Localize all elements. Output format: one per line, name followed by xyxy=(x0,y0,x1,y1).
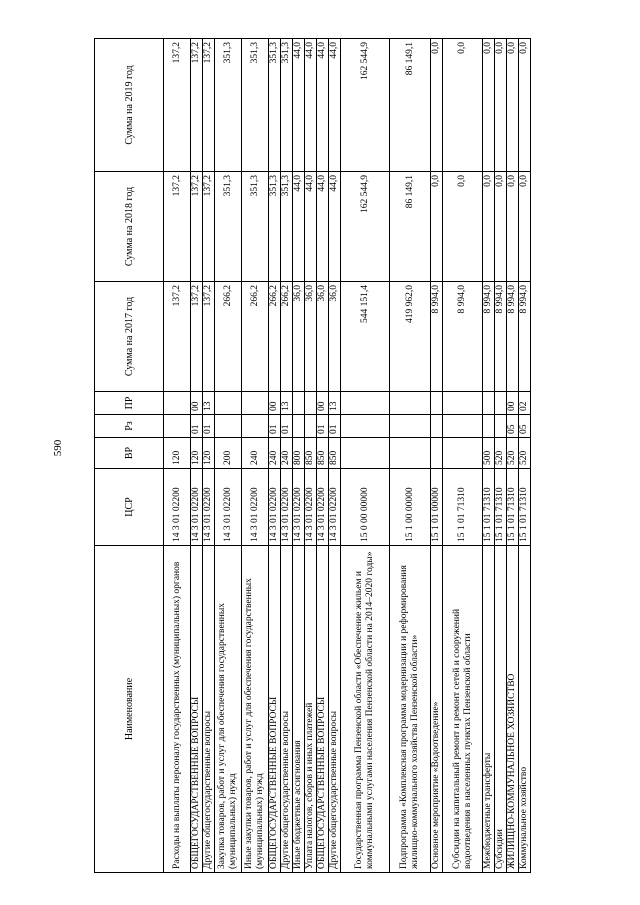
cell-sum-2019: 137,2 xyxy=(203,39,215,172)
cell-rz: 01 xyxy=(281,415,293,438)
cell-rz xyxy=(431,415,443,438)
cell-vr: 120 xyxy=(191,438,203,469)
cell-sum-2019: 137,2 xyxy=(164,39,191,172)
cell-sum-2019: 0,0 xyxy=(443,39,483,172)
cell-vr: 500 xyxy=(483,438,495,469)
cell-vr: 240 xyxy=(281,438,293,469)
cell-csr: 15 0 00 00000 xyxy=(341,469,390,546)
cell-csr: 15 1 01 71310 xyxy=(519,469,531,546)
column-header-2019: Сумма на 2019 год xyxy=(95,39,164,172)
cell-sum-2017: 137,2 xyxy=(164,282,191,392)
cell-rz: 01 xyxy=(329,415,341,438)
cell-sum-2019: 44,0 xyxy=(293,39,305,172)
cell-rz xyxy=(390,415,431,438)
page-number: 590 xyxy=(52,439,64,457)
cell-pr: 00 xyxy=(507,392,519,415)
cell-csr: 14 3 01 02200 xyxy=(269,469,281,546)
column-header-name: Наименование xyxy=(95,546,164,873)
cell-csr: 14 3 01 02200 xyxy=(305,469,317,546)
cell-pr xyxy=(293,392,305,415)
cell-csr: 14 3 01 02200 xyxy=(203,469,215,546)
cell-sum-2017: 8 994,0 xyxy=(495,282,507,392)
cell-sum-2019: 351,3 xyxy=(269,39,281,172)
cell-pr: 13 xyxy=(203,392,215,415)
table-row xyxy=(519,39,531,873)
table-row xyxy=(242,39,269,873)
cell-csr: 15 1 01 00000 xyxy=(431,469,443,546)
cell-name: ЖИЛИЩНО-КОММУНАЛЬНОЕ ХОЗЯЙСТВО xyxy=(507,546,519,873)
cell-sum-2017: 266,2 xyxy=(242,282,269,392)
cell-sum-2019: 162 544,9 xyxy=(341,39,390,172)
column-header-csr: ЦСР xyxy=(95,469,164,546)
cell-sum-2017: 36,0 xyxy=(329,282,341,392)
rotated-table-container xyxy=(94,39,594,873)
cell-rz xyxy=(495,415,507,438)
cell-pr: 13 xyxy=(329,392,341,415)
cell-pr: 13 xyxy=(281,392,293,415)
cell-vr: 520 xyxy=(519,438,531,469)
table-row xyxy=(281,39,293,873)
cell-pr xyxy=(242,392,269,415)
cell-sum-2019: 44,0 xyxy=(329,39,341,172)
cell-csr: 14 3 01 02200 xyxy=(293,469,305,546)
cell-pr xyxy=(483,392,495,415)
cell-sum-2019: 351,3 xyxy=(281,39,293,172)
column-header-2017: Сумма на 2017 год xyxy=(95,282,164,392)
cell-sum-2019: 44,0 xyxy=(317,39,329,172)
cell-sum-2018: 137,2 xyxy=(203,172,215,282)
cell-name: Закупка товаров, работ и услуг для обеспечения государственных (муниципальных) нужд xyxy=(215,546,242,873)
cell-vr: 520 xyxy=(507,438,519,469)
cell-sum-2018: 44,0 xyxy=(305,172,317,282)
cell-pr: 00 xyxy=(191,392,203,415)
cell-sum-2019: 0,0 xyxy=(495,39,507,172)
cell-rz xyxy=(305,415,317,438)
cell-sum-2018: 44,0 xyxy=(317,172,329,282)
cell-pr xyxy=(390,392,431,415)
cell-sum-2017: 36,0 xyxy=(305,282,317,392)
column-header-2018: Сумма на 2018 год xyxy=(95,172,164,282)
cell-name: Другие общегосударственные вопросы xyxy=(281,546,293,873)
cell-name: Иные закупки товаров, работ и услуг для обеспечения государственных (муниципальных) нужд xyxy=(242,546,269,873)
cell-vr: 850 xyxy=(305,438,317,469)
table-row xyxy=(390,39,431,873)
cell-sum-2018: 162 544,9 xyxy=(341,172,390,282)
cell-rz xyxy=(242,415,269,438)
cell-sum-2017: 8 994,0 xyxy=(519,282,531,392)
cell-sum-2017: 8 994,0 xyxy=(507,282,519,392)
cell-csr: 15 1 01 71310 xyxy=(483,469,495,546)
table-row xyxy=(495,39,507,873)
cell-sum-2017: 36,0 xyxy=(317,282,329,392)
cell-sum-2017: 8 994,0 xyxy=(483,282,495,392)
cell-rz: 05 xyxy=(519,415,531,438)
cell-name: Коммунальное хозяйство xyxy=(519,546,531,873)
table-row xyxy=(293,39,305,873)
cell-rz: 01 xyxy=(317,415,329,438)
table-row xyxy=(317,39,329,873)
cell-rz xyxy=(483,415,495,438)
table-row xyxy=(305,39,317,873)
table-row xyxy=(191,39,203,873)
table-header-row xyxy=(95,39,164,873)
cell-rz xyxy=(215,415,242,438)
cell-name: ОБЩЕГОСУДАРСТВЕННЫЕ ВОПРОСЫ xyxy=(269,546,281,873)
cell-sum-2018: 0,0 xyxy=(483,172,495,282)
cell-name: Подпрограмма «Комплексная программа модернизации и реформирования жилищно-коммунального хозяйства Пензенской области» xyxy=(390,546,431,873)
cell-sum-2017: 419 962,0 xyxy=(390,282,431,392)
cell-rz xyxy=(443,415,483,438)
cell-sum-2018: 137,2 xyxy=(164,172,191,282)
cell-sum-2018: 0,0 xyxy=(431,172,443,282)
cell-vr: 850 xyxy=(317,438,329,469)
cell-vr: 120 xyxy=(164,438,191,469)
cell-pr: 00 xyxy=(269,392,281,415)
cell-name: Субсидии xyxy=(495,546,507,873)
table-row xyxy=(507,39,519,873)
cell-pr xyxy=(305,392,317,415)
cell-sum-2019: 351,3 xyxy=(215,39,242,172)
cell-rz: 01 xyxy=(203,415,215,438)
cell-vr: 520 xyxy=(495,438,507,469)
cell-sum-2018: 351,3 xyxy=(281,172,293,282)
cell-sum-2018: 137,2 xyxy=(191,172,203,282)
cell-sum-2017: 8 994,0 xyxy=(431,282,443,392)
cell-pr xyxy=(215,392,242,415)
cell-sum-2018: 0,0 xyxy=(443,172,483,282)
cell-sum-2019: 0,0 xyxy=(507,39,519,172)
cell-name: Расходы на выплаты персоналу государственных (муниципальных) органов xyxy=(164,546,191,873)
cell-vr: 850 xyxy=(329,438,341,469)
cell-rz xyxy=(341,415,390,438)
cell-csr: 15 1 01 71310 xyxy=(507,469,519,546)
cell-sum-2017: 8 994,0 xyxy=(443,282,483,392)
table-row xyxy=(483,39,495,873)
cell-csr: 14 3 01 02200 xyxy=(164,469,191,546)
cell-csr: 14 3 01 02200 xyxy=(191,469,203,546)
cell-sum-2017: 266,2 xyxy=(269,282,281,392)
cell-pr: 00 xyxy=(317,392,329,415)
cell-sum-2017: 137,2 xyxy=(191,282,203,392)
cell-vr: 240 xyxy=(242,438,269,469)
cell-sum-2017: 36,0 xyxy=(293,282,305,392)
budget-table xyxy=(94,38,531,873)
cell-sum-2018: 351,3 xyxy=(242,172,269,282)
cell-csr: 14 3 01 02200 xyxy=(329,469,341,546)
table-row xyxy=(269,39,281,873)
table-row xyxy=(329,39,341,873)
cell-sum-2019: 0,0 xyxy=(519,39,531,172)
cell-pr xyxy=(164,392,191,415)
table-body xyxy=(164,39,531,873)
cell-sum-2018: 0,0 xyxy=(495,172,507,282)
cell-csr: 15 1 01 71310 xyxy=(495,469,507,546)
cell-name: Основное мероприятие «Водоотведение» xyxy=(431,546,443,873)
cell-csr: 14 3 01 02200 xyxy=(281,469,293,546)
cell-name: Субсидии на капитальный ремонт и ремонт сетей и сооружений водоотведения в населенных пунктах Пензенской области xyxy=(443,546,483,873)
cell-csr: 14 3 01 02200 xyxy=(215,469,242,546)
cell-name: Государственная программа Пензенской области «Обеспечение жильем и коммунальными услугами населения Пензенской области на 2014–2020 годы» xyxy=(341,546,390,873)
column-header-rz: Рз xyxy=(95,415,164,438)
column-header-vr: ВР xyxy=(95,438,164,469)
cell-name: ОБЩЕГОСУДАРСТВЕННЫЕ ВОПРОСЫ xyxy=(191,546,203,873)
cell-csr: 15 1 00 00000 xyxy=(390,469,431,546)
cell-csr: 14 3 01 02200 xyxy=(242,469,269,546)
cell-sum-2019: 86 149,1 xyxy=(390,39,431,172)
cell-name: Уплата налогов, сборов и иных платежей xyxy=(305,546,317,873)
cell-pr xyxy=(495,392,507,415)
table-row xyxy=(431,39,443,873)
cell-name: Другие общегосударственные вопросы xyxy=(203,546,215,873)
cell-vr xyxy=(390,438,431,469)
cell-pr xyxy=(341,392,390,415)
column-header-pr: ПР xyxy=(95,392,164,415)
cell-rz xyxy=(164,415,191,438)
cell-pr xyxy=(431,392,443,415)
cell-sum-2019: 0,0 xyxy=(431,39,443,172)
cell-sum-2019: 44,0 xyxy=(305,39,317,172)
table-row xyxy=(215,39,242,873)
cell-rz: 01 xyxy=(191,415,203,438)
cell-vr: 800 xyxy=(293,438,305,469)
cell-sum-2018: 86 149,1 xyxy=(390,172,431,282)
cell-sum-2017: 266,2 xyxy=(281,282,293,392)
cell-sum-2019: 0,0 xyxy=(483,39,495,172)
cell-rz: 01 xyxy=(269,415,281,438)
cell-pr xyxy=(443,392,483,415)
cell-sum-2018: 44,0 xyxy=(329,172,341,282)
cell-vr: 240 xyxy=(269,438,281,469)
cell-csr: 14 3 01 02200 xyxy=(317,469,329,546)
table-row xyxy=(164,39,191,873)
cell-sum-2018: 351,3 xyxy=(269,172,281,282)
cell-sum-2018: 351,3 xyxy=(215,172,242,282)
cell-vr xyxy=(443,438,483,469)
cell-rz: 05 xyxy=(507,415,519,438)
cell-vr: 120 xyxy=(203,438,215,469)
cell-sum-2017: 137,2 xyxy=(203,282,215,392)
cell-vr: 200 xyxy=(215,438,242,469)
cell-csr: 15 1 01 71310 xyxy=(443,469,483,546)
cell-name: Иные бюджетные ассигнования xyxy=(293,546,305,873)
cell-name: Межбюджетные трансферты xyxy=(483,546,495,873)
cell-vr xyxy=(341,438,390,469)
cell-name: Другие общегосударственные вопросы xyxy=(329,546,341,873)
cell-sum-2018: 44,0 xyxy=(293,172,305,282)
cell-sum-2018: 0,0 xyxy=(507,172,519,282)
cell-name: ОБЩЕГОСУДАРСТВЕННЫЕ ВОПРОСЫ xyxy=(317,546,329,873)
cell-sum-2019: 137,2 xyxy=(191,39,203,172)
cell-pr: 02 xyxy=(519,392,531,415)
cell-sum-2017: 266,2 xyxy=(215,282,242,392)
cell-sum-2017: 544 151,4 xyxy=(341,282,390,392)
cell-vr xyxy=(431,438,443,469)
table-row xyxy=(341,39,390,873)
table-row xyxy=(443,39,483,873)
cell-rz xyxy=(293,415,305,438)
cell-sum-2019: 351,3 xyxy=(242,39,269,172)
cell-sum-2018: 0,0 xyxy=(519,172,531,282)
table-row xyxy=(203,39,215,873)
